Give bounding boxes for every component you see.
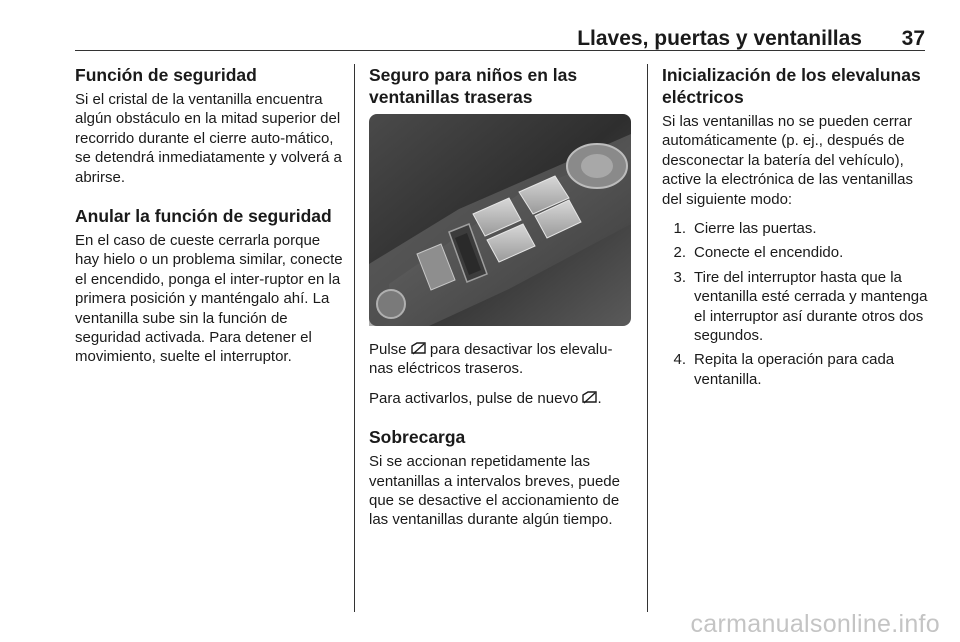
list-item: 3. Tire del interruptor hasta que la ventanilla esté cerrada y mantenga el interruptor así durante otros dos segundos. xyxy=(673,268,928,345)
door-switch-panel-photo xyxy=(369,114,631,326)
list-item: 1. Cierre las puertas. xyxy=(673,220,817,238)
page-header xyxy=(75,26,925,51)
initialization-paragraph: Si las ventanillas no se pueden cerrar automáticamente (p. ej., después de desconectar la batería del vehículo), active la electrónica de las ventanillas del siguiente modo: xyxy=(662,113,913,208)
section-heading-safety: Función de seguridad xyxy=(75,65,257,85)
column-left xyxy=(75,64,345,377)
list-item: 2. Conecte el encendido. xyxy=(673,244,844,262)
child-lock-paragraph-1: Pulse para desactivar los elevalu-nas eléctricos traseros. xyxy=(369,341,613,378)
column-divider xyxy=(354,64,355,612)
section-heading-child-lock: Seguro para niños en las ventanillas traseras xyxy=(369,65,578,107)
child-lock-paragraph-2: Para activarlos, pulse de nuevo . xyxy=(369,389,602,407)
section-heading-overload: Sobrecarga xyxy=(369,427,466,448)
safety-paragraph: Si el cristal de la ventanilla encuentra algún obstáculo en la mitad superior del recorrido durante el cierre auto-mático, se detendrá inmediatamente y volverá a abrirse. xyxy=(75,91,342,186)
section-heading-override: Anular la función de seguridad xyxy=(75,206,332,227)
chapter-title: Llaves, puertas y ventanillas xyxy=(577,27,862,50)
window-lock-icon xyxy=(411,342,426,355)
initialization-steps xyxy=(662,219,928,389)
column-right xyxy=(662,64,928,394)
page-number: 37 xyxy=(901,27,925,50)
column-middle xyxy=(369,64,633,540)
list-item: 4. Repita la operación para cada ventanilla. xyxy=(673,351,895,388)
window-lock-icon xyxy=(582,391,597,404)
overload-paragraph: Si se accionan repetidamente las ventanillas a intervalos breves, puede que se desactive el accionamiento de las ventanillas durante algún tiempo. xyxy=(369,453,620,529)
watermark: carmanualsonline.info xyxy=(690,610,940,638)
column-divider xyxy=(647,64,648,612)
section-heading-initialization: Inicialización de los elevalunas eléctricos xyxy=(662,65,921,107)
override-paragraph: En el caso de cueste cerrarla porque hay hielo o un problema similar, conecte el encendido, ponga el inter-ruptor en la primera posición y manténgalo ahí. La ventanilla sube sin la función de seguridad activada. Para detener el movimiento, suelte el interruptor. xyxy=(75,232,343,366)
